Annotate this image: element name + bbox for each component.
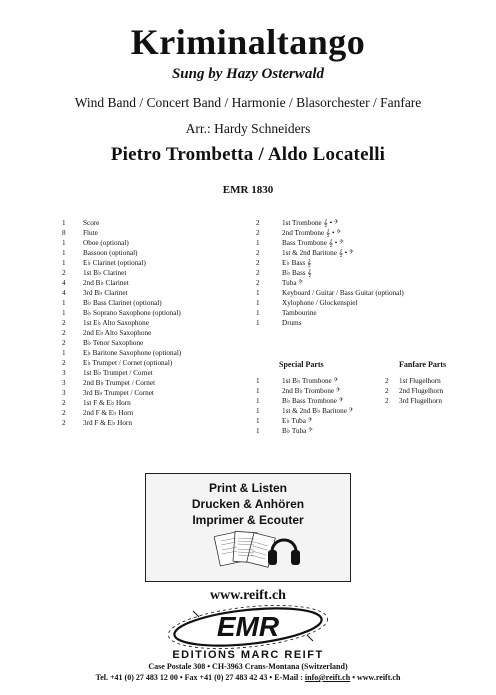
part-quantity: 2 [256, 219, 260, 227]
part-instrument: 2nd F & E♭ Horn [83, 409, 134, 417]
part-instrument: 1st E♭ Alto Saxophone [83, 319, 149, 327]
part-instrument: Oboe (optional) [83, 239, 129, 247]
part-quantity: 1 [62, 239, 66, 247]
part-instrument: 1st B♭ Clarinet [83, 269, 127, 277]
part-instrument: Flute [83, 229, 98, 237]
contact-email-link[interactable]: info@reift.ch [304, 673, 351, 682]
part-instrument: B♭ Soprano Saxophone (optional) [83, 309, 181, 317]
headphones-icon [266, 528, 302, 568]
part-instrument: E♭ Clarinet (optional) [83, 259, 146, 267]
arranger: Arr.: Hardy Schneiders [185, 121, 311, 136]
part-instrument: 3rd B♭ Trumpet / Cornet [83, 389, 154, 397]
part-quantity: 2 [62, 419, 66, 427]
part-instrument: 3rd F & E♭ Horn [83, 419, 132, 427]
part-quantity: 2 [385, 387, 389, 395]
part-instrument: E♭ Tuba 𝄢 [282, 417, 313, 425]
part-instrument: B♭ Bass Trombone 𝄢 [282, 397, 344, 405]
part-instrument: Keyboard / Guitar / Bass Guitar (optional) [282, 289, 404, 297]
part-quantity: 4 [62, 289, 66, 297]
composers: Pietro Trombetta / Aldo Locatelli [110, 144, 386, 165]
contact-website: • www.reift.ch [350, 673, 401, 682]
special-parts-heading: Special Parts [279, 360, 324, 369]
part-instrument: 1st Trombone 𝄞 • 𝄢 [282, 219, 339, 227]
part-instrument: Xylophone / Glockenspiel [282, 299, 358, 307]
part-quantity: 1 [256, 309, 260, 317]
part-quantity: 2 [62, 319, 66, 327]
part-instrument: E♭ Bass 𝄞 [282, 259, 312, 267]
part-instrument: B♭ Tenor Saxophone [83, 339, 144, 347]
part-quantity: 3 [62, 379, 66, 387]
part-quantity: 1 [256, 397, 260, 405]
part-quantity: 1 [62, 299, 66, 307]
promo-line-2: Drucken & Anhören [191, 497, 305, 511]
part-quantity: 2 [385, 377, 389, 385]
website-url: www.reift.ch [210, 588, 286, 603]
part-instrument: 2nd B♭ Trombone 𝄢 [282, 387, 341, 395]
publisher-name: EDITIONS MARC REIFT [172, 649, 324, 661]
part-quantity: 2 [256, 249, 260, 257]
piece-subtitle: Sung by Hazy Osterwald [171, 66, 325, 82]
part-quantity: 2 [62, 399, 66, 407]
part-instrument: 1st & 2nd B♭ Baritone 𝄢 [282, 407, 354, 415]
part-instrument: 1st Flugelhorn [399, 377, 441, 385]
part-instrument: Tambourine [282, 309, 317, 317]
part-quantity: 1 [256, 387, 260, 395]
part-instrument: 3rd Flugelhorn [399, 397, 442, 405]
part-quantity: 2 [62, 359, 66, 367]
part-quantity: 1 [62, 349, 66, 357]
catalog-code: EMR 1830 [222, 184, 274, 196]
part-instrument: 2nd B♭ Trumpet / Cornet [83, 379, 156, 387]
part-quantity: 2 [62, 339, 66, 347]
fanfare-parts-heading: Fanfare Parts [399, 360, 447, 369]
logo-text: EMR [216, 611, 280, 642]
part-instrument: Bassoon (optional) [83, 249, 138, 257]
instrumentation-line: Wind Band / Concert Band / Harmonie / Blasorchester / Fanfare [74, 95, 422, 110]
part-quantity: 1 [256, 427, 260, 435]
part-quantity: 3 [62, 389, 66, 397]
part-instrument: 1st F & E♭ Horn [83, 399, 131, 407]
part-quantity: 1 [62, 219, 66, 227]
publisher-address: Case Postale 308 • CH-3963 Crans-Montana (Switzerland) [148, 662, 348, 671]
promo-line-3: Imprimer & Ecouter [192, 513, 304, 527]
part-quantity: 1 [256, 417, 260, 425]
part-instrument: 1st B♭ Trombone 𝄢 [282, 377, 339, 385]
part-instrument: Drums [282, 319, 302, 327]
part-instrument: Score [83, 219, 100, 227]
part-quantity: 1 [256, 377, 260, 385]
part-quantity: 2 [256, 279, 260, 287]
part-quantity: 1 [256, 407, 260, 415]
part-quantity: 2 [62, 329, 66, 337]
part-quantity: 1 [62, 259, 66, 267]
part-quantity: 2 [385, 397, 389, 405]
part-quantity: 1 [62, 249, 66, 257]
part-instrument: 2nd E♭ Alto Saxophone [83, 329, 152, 337]
part-quantity: 2 [62, 409, 66, 417]
part-instrument: 2nd Flugelhorn [399, 387, 444, 395]
part-quantity: 1 [256, 319, 260, 327]
part-quantity: 1 [256, 299, 260, 307]
promo-line-1: Print & Listen [208, 481, 287, 495]
emr-logo [163, 603, 333, 649]
part-quantity: 2 [256, 269, 260, 277]
part-instrument: B♭ Bass 𝄞 [282, 269, 312, 277]
part-quantity: 1 [256, 289, 260, 297]
part-instrument: 2nd B♭ Clarinet [83, 279, 129, 287]
part-instrument: E♭ Trumpet / Cornet (optional) [83, 359, 173, 367]
part-instrument: B♭ Tuba 𝄢 [282, 427, 313, 435]
part-instrument: Tuba 𝄢 [282, 279, 303, 287]
part-instrument: 2nd Trombone 𝄞 • 𝄢 [282, 229, 341, 237]
part-instrument: 1st & 2nd Baritone 𝄞 • 𝄢 [282, 249, 354, 257]
part-instrument: B♭ Bass Clarinet (optional) [83, 299, 162, 307]
part-instrument: E♭ Baritone Saxophone (optional) [83, 349, 182, 357]
part-quantity: 3 [62, 369, 66, 377]
part-quantity: 2 [256, 259, 260, 267]
publisher-contact [0, 673, 496, 682]
part-instrument: 3rd B♭ Clarinet [83, 289, 128, 297]
part-quantity: 2 [256, 229, 260, 237]
part-quantity: 2 [62, 269, 66, 277]
part-instrument: Bass Trombone 𝄞 • 𝄢 [282, 239, 344, 247]
part-instrument: 1st B♭ Trumpet / Cornet [83, 369, 153, 377]
part-quantity: 4 [62, 279, 66, 287]
part-quantity: 8 [62, 229, 66, 237]
contact-phone-fax: Tel. +41 (0) 27 483 12 00 • Fax +41 (0) 27 483 42 43 • E-Mail : [95, 673, 305, 682]
piece-title: Kriminaltango [130, 22, 366, 62]
part-quantity: 1 [256, 239, 260, 247]
part-quantity: 1 [62, 309, 66, 317]
